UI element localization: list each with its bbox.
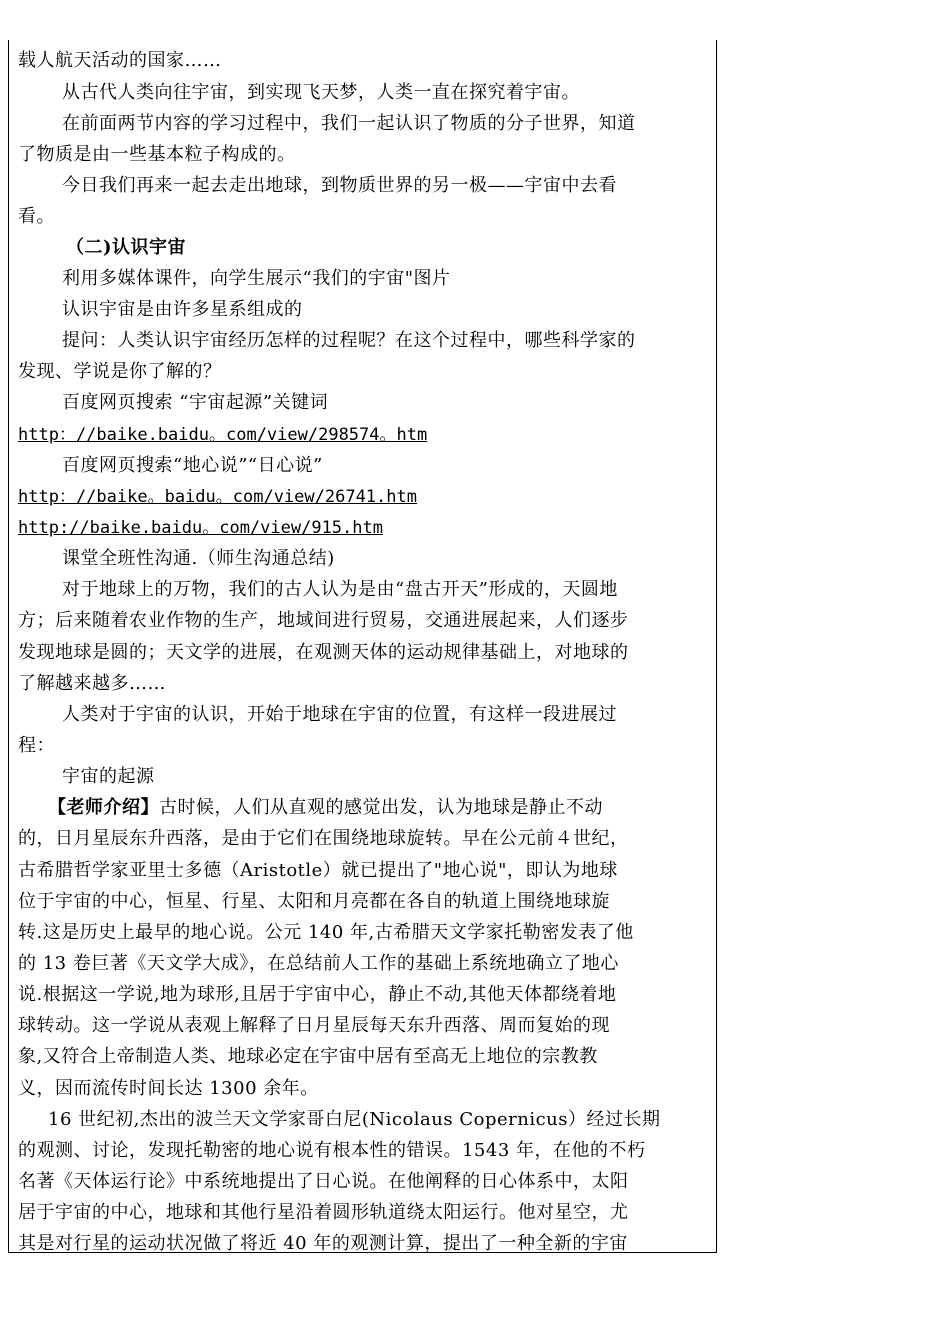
text-line: 义，因而流传时间长达 1300 余年。 — [18, 1078, 319, 1099]
text-line: 球转动。这一学说从表观上解释了日月星辰每天东升西落、周而复始的现 — [18, 1015, 610, 1036]
teacher-intro-label: 【老师介绍】 — [48, 797, 159, 818]
text-line: 利用多媒体课件，向学生展示“我们的宇宙"图片 — [62, 268, 451, 289]
text-line: 方；后来随着农业作物的生产，地域间进行贸易，交通进展起来，人们逐步 — [18, 610, 629, 631]
link-baike-298574[interactable]: http：//baike.baidu。com/view/298574。htm — [18, 425, 428, 445]
text-line: 了物质是由一些基本粒子构成的。 — [18, 144, 296, 165]
link-baike-26741[interactable]: http：//baike。baidu。com/view/26741.htm — [18, 487, 417, 507]
text-line — [48, 797, 603, 819]
text-line: 对于地球上的万物，我们的古人认为是由“盘古开天”形成的，天圆地 — [62, 579, 618, 600]
text-span: 古时候，人们从直观的感觉出发，认为地球是静止不动 — [159, 797, 603, 818]
text-line: 说.根据这一学说,地为球形,且居于宇宙中心，静止不动,其他天体都绕着地 — [18, 984, 617, 1005]
text-line: 宇宙的起源 — [62, 766, 155, 787]
text-line: 的 13 卷巨著《天文学大成》，在总结前人工作的基础上系统地确立了地心 — [18, 953, 619, 974]
text-line: 居于宇宙的中心，地球和其他行星沿着圆形轨道绕太阳运行。他对星空，尤 — [18, 1202, 629, 1223]
text-line: 转.这是历史上最早的地心说。公元 140 年,古希腊天文学家托勒密发表了他 — [18, 922, 634, 943]
text-line: 今日我们再来一起去走出地球，到物质世界的另一极——宇宙中去看 — [62, 175, 617, 196]
text-line: 了解越来越多…… — [18, 673, 166, 694]
text-line: 发现、学说是你了解的？ — [18, 361, 222, 382]
text-line: 16 世纪初,杰出的波兰天文学家哥白尼(Nicolaus Copernicus）经过长期 — [48, 1109, 661, 1130]
text-line: 百度网页搜索“地心说”“日心说” — [62, 455, 323, 476]
text-line: 百度网页搜索 “宇宙起源”关键词 — [62, 392, 329, 413]
text-line: 名著《天体运行论》中系统地提出了日心说。在他阐释的日心体系中，太阳 — [18, 1171, 629, 1192]
text-line: 位于宇宙的中心，恒星、行星、太阳和月亮都在各自的轨道上围绕地球旋 — [18, 891, 610, 912]
text-line: 从古代人类向往宇宙，到实现飞天梦，人类一直在探究着宇宙。 — [62, 82, 580, 103]
text-line: 象,又符合上帝制造人类、地球必定在宇宙中居有至高无上地位的宗教教 — [18, 1046, 598, 1067]
text-line: 认识宇宙是由许多星系组成的 — [62, 299, 303, 320]
text-line: 的观测、讨论，发现托勒密的地心说有根本性的错误。1543 年，在他的不朽 — [18, 1140, 646, 1161]
text-line: 看。 — [18, 206, 55, 227]
section-heading: （二)认识宇宙 — [66, 237, 187, 258]
text-line: 提问：人类认识宇宙经历怎样的过程呢？在这个过程中，哪些科学家的 — [62, 330, 636, 351]
text-line: 发现地球是圆的；天文学的进展，在观测天体的运动规律基础上，对地球的 — [18, 642, 629, 663]
text-line: 的，日月星辰东升西落，是由于它们在围绕地球旋转。早在公元前４世纪， — [18, 828, 629, 849]
text-line: 其是对行星的运动状况做了将近 40 年的观测计算，提出了一种全新的宇宙 — [18, 1233, 628, 1254]
text-line: 程： — [18, 735, 55, 756]
text-line: 课堂全班性沟通.（师生沟通总结) — [62, 548, 335, 569]
text-line: 人类对于宇宙的认识，开始于地球在宇宙的位置，有这样一段进展过 — [62, 704, 617, 725]
text-line: 载人航天活动的国家…… — [18, 50, 222, 71]
text-line: 在前面两节内容的学习过程中，我们一起认识了物质的分子世界，知道 — [62, 113, 636, 134]
link-baike-915[interactable]: http://baike.baidu。com/view/915.htm — [18, 518, 383, 538]
text-line: 古希腊哲学家亚里士多德（Aristotle）就已提出了"地心说"，即认为地球 — [18, 860, 618, 881]
